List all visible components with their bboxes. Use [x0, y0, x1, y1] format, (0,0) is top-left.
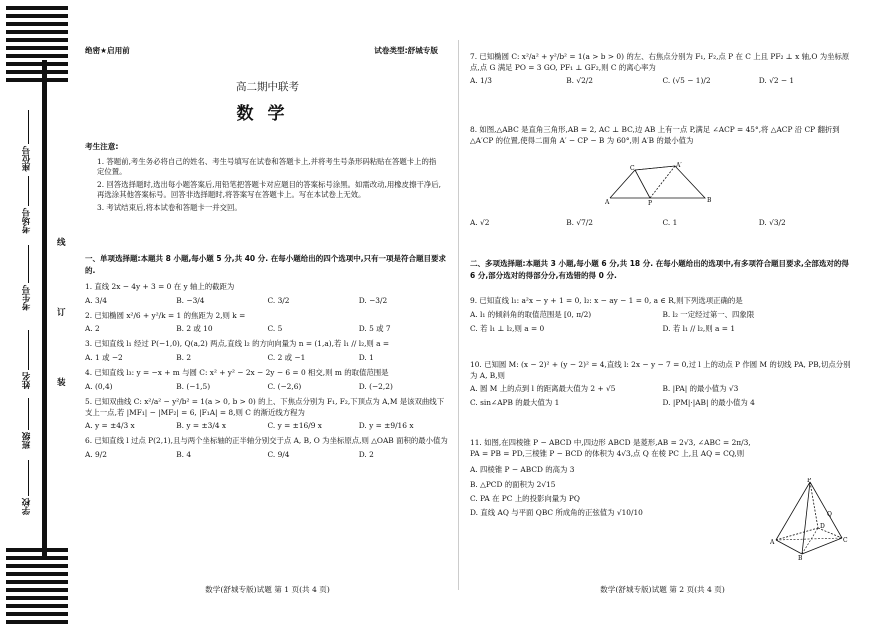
question-options [470, 384, 855, 412]
question-3 [85, 339, 450, 363]
question-stem: 6. 已知直线 l 过点 P(2,1),且与两个坐标轴的正半轴分别交于点 A, B, O 为坐标原点,则 △OAB 面积的最小值为 [85, 436, 448, 446]
exam-title: 数学 [236, 104, 299, 124]
question-options [85, 324, 450, 334]
question-options [85, 450, 450, 460]
page-2 [470, 0, 855, 630]
notice-item: 1. 答题前,考生务必将自己的姓名、考生号填写在试卷和答题卡上,并将考生号条形码粘贴在答题卡上的指定位置。 [97, 157, 437, 176]
option-a: A. (0,4) [85, 381, 113, 391]
option-b: B. 2 [176, 353, 192, 363]
question-options [85, 382, 450, 392]
option-b: B. 2 或 10 [176, 324, 213, 334]
option-c: C. 若 l₁ ⊥ l₂,则 a = 0 [470, 323, 545, 333]
question-stem: 3. 已知直线 l₁ 经过 P(−1,0), Q(a,2) 两点,直线 l₂ 的方向向量为 n = (1,a),若 l₁ // l₂,则 a = [85, 339, 390, 349]
page-1-footer: 数学(舒城专版)试题 第 1 页(共 4 页) [205, 585, 330, 594]
option-b: B. y = ±3/4 x [176, 421, 227, 431]
option-a: A. √2 [470, 218, 490, 227]
question-9 [470, 296, 855, 343]
option-c: C. 3/2 [267, 295, 290, 305]
question-stem: 8. 如图,△ABC 是直角三角形,AB = 2, AC ⊥ BC,边 AB 上有一点 P,满足 ∠ACP = 45°,将 △ACP 沿 CP 翻折到 △A′CP 的位置,使得二面角 A′ − CP − B 为 60°,则 A′B 的最小值为 [470, 125, 840, 145]
option-a: A. 9/2 [85, 450, 107, 460]
option-d: D. 1 [358, 353, 374, 363]
svg-text:A: A [605, 199, 610, 206]
option-b: B. (−1,5) [176, 381, 211, 391]
question-options [470, 310, 855, 338]
svg-text:C: C [843, 537, 848, 544]
notice-item: 3. 考试结束后,将本试卷和答题卡一并交回。 [97, 202, 242, 212]
section-1-title: 一、单项选择题:本题共 8 小题,每小题 5 分,共 40 分. 在每小题给出的四个选项中,只有一项是符合题目要求的. [85, 254, 447, 275]
question-11 [470, 438, 760, 520]
svg-text:P: P [648, 200, 653, 206]
option-c: C. y = ±16/9 x [267, 421, 322, 431]
question-7 [470, 52, 855, 91]
student-number-label: 考生号 [22, 285, 32, 311]
question-options [470, 76, 855, 86]
student-number-line [28, 245, 29, 283]
option-a: A. 3/4 [85, 295, 107, 305]
question-5 [85, 397, 450, 431]
triangle-figure [605, 162, 715, 206]
notice-list [97, 157, 442, 216]
question-stem: 2. 已知椭圆 x²/6 + y²/k = 1 的焦距为 2,则 k = [85, 310, 246, 320]
question-options [470, 218, 855, 228]
binding-stripes-bottom [6, 548, 68, 628]
school-label: 学校 [22, 498, 32, 515]
page-2-footer: 数学(舒城专版)试题 第 2 页(共 4 页) [600, 585, 725, 594]
option-d: D. −3/2 [358, 295, 388, 305]
option-a: A. y = ±4/3 x [85, 421, 135, 431]
question-options [85, 421, 450, 431]
option-d: D. 5 或 7 [358, 324, 391, 334]
svg-text:Q: Q [827, 511, 832, 518]
pyramid-figure [770, 478, 850, 560]
binding-stripes-top [6, 6, 68, 86]
question-6 [85, 436, 450, 460]
question-8-options [470, 215, 855, 233]
svg-text:B: B [707, 197, 712, 204]
question-options [85, 353, 450, 363]
question-1 [85, 282, 450, 306]
option-d: D. √2 − 1 [758, 76, 795, 86]
option-a: A. 2 [85, 324, 100, 334]
option-c: C. sin∠APB 的最大值为 1 [470, 398, 560, 408]
option-c: C. (−2,6) [267, 381, 302, 391]
question-options [85, 296, 450, 306]
question-stem: 9. 已知直线 l₁: a²x − y + 1 = 0, l₂: x − ay − 1 = 0, a ∈ R,则下列选项正确的是 [470, 296, 743, 305]
option-b: B. −3/4 [176, 295, 205, 305]
page-divider [458, 40, 459, 590]
option-c: C. 2 或 −1 [267, 353, 306, 363]
notice-item: 2. 回答选择题时,选出每小题答案后,用铅笔把答题卡对应题目的答案标号涂黑。如需改动,用橡皮擦干净后,再选涂其他答案标号。回答非选择题时,将答案写在答题卡上。写在本试卷上无效。 [97, 179, 441, 199]
option-d: D. y = ±9/16 x [358, 421, 414, 431]
option-b: B. 4 [176, 450, 192, 460]
option-c: C. PA 在 PC 上的投影向量为 PQ [470, 493, 580, 503]
page-1 [85, 0, 450, 630]
class-line [28, 398, 29, 430]
svg-text:A: A [770, 539, 775, 546]
paper-type: 试卷类型:舒城专版 [374, 46, 438, 55]
section-1 [85, 253, 450, 465]
option-b: B. l₂ 一定经过第一、四象限 [662, 309, 755, 319]
question-2 [85, 311, 450, 335]
option-d: D. 若 l₁ // l₂,则 a = 1 [662, 323, 736, 333]
option-b: B. √2/2 [566, 76, 593, 86]
secret-mark: 绝密★启用前 [85, 46, 130, 55]
svg-text:A′: A′ [676, 162, 682, 169]
binding-word-order: 订 [57, 308, 66, 318]
exam-subject: 高二期中联考 [236, 81, 299, 93]
binding-margin [0, 0, 78, 630]
question-stem: 11. 如图,在四棱锥 P − ABCD 中,四边形 ABCD 是菱形,AB = 2√3, ∠ABC = 2π/3, PA = PB = PD,三棱锥 P − BCD 的体积为 4√3,点 Q 在棱 PC 上,且 AQ = CQ,则 [470, 438, 751, 458]
option-d: D. 2 [358, 450, 374, 460]
seat-number-label: 座位号 [22, 146, 32, 172]
option-b: B. |PA| 的最小值为 √3 [662, 384, 739, 394]
option-c: C. 1 [662, 218, 678, 227]
question-8 [470, 125, 855, 146]
question-stem: 1. 直线 2x − 4y + 3 = 0 在 y 轴上的截距为 [85, 282, 235, 291]
binding-word-fixture: 装 [57, 378, 66, 388]
option-a: A. l₁ 的倾斜角的取值范围是 [0, π/2) [470, 309, 592, 319]
binding-word-line: 线 [57, 238, 66, 248]
option-c: C. 5 [267, 324, 283, 334]
school-line [28, 460, 29, 496]
name-label: 姓名 [22, 372, 32, 389]
seat-number-line [28, 110, 29, 144]
question-stem: 7. 已知椭圆 C: x²/a² + y²/b² = 1(a > b > 0) 的左、右焦点分别为 F₁, F₂,点 P 在 C 上且 PF₂ ⊥ x 轴,O 为坐标原点,点 G 满足 PO = 3 GO, PF₁ ⊥ GF₂,则 C 的离心率为 [470, 52, 850, 72]
option-b: B. √7/2 [566, 218, 593, 227]
notice-title: 考生注意: [85, 142, 119, 151]
exam-room-line [28, 176, 29, 206]
option-d: D. 直线 AQ 与平面 QBC 所成角的正弦值为 √10/10 [470, 507, 643, 517]
option-b: B. △PCD 的面积为 2√15 [470, 479, 556, 489]
question-10 [470, 360, 855, 417]
option-a: A. 1 或 −2 [85, 353, 123, 363]
svg-text:B: B [798, 555, 803, 560]
section-2-title: 二、多项选择题:本题共 3 小题,每小题 6 分,共 18 分. 在每小题给出的选项中,有多项符合题目要求,全部选对的得 6 分,部分选对的得部分分,有选错的得 0 分. [470, 259, 849, 280]
svg-text:D: D [820, 523, 825, 530]
section-2 [470, 258, 855, 282]
option-d: D. |PM|·|AB| 的最小值为 4 [662, 398, 755, 408]
binding-vertical-bar [42, 60, 47, 560]
option-c: C. (√5 − 1)/2 [662, 76, 711, 86]
question-options [470, 463, 760, 519]
question-stem: 4. 已知直线 l₃: y = −x + m 与圆 C: x² + y² − 2x − 2y − 6 = 0 相交,则 m 的取值范围是 [85, 368, 389, 378]
class-label: 班级 [22, 432, 32, 449]
name-line [28, 330, 29, 370]
question-stem: 10. 已知圆 M: (x − 2)² + (y − 2)² = 4,直线 l: 2x − y − 7 = 0,过 l 上的动点 P 作圆 M 的切线 PA, PB,切点分别为 A, B,则 [470, 360, 851, 380]
exam-room-label: 考场号 [22, 208, 32, 234]
question-stem: 5. 已知双曲线 C: x²/a² − y²/b² = 1(a > 0, b > 0) 的上、下焦点分别为 F₁, F₂,下顶点为 A,M 是该双曲线下支上一点,若 |MF₁| − |MF₂| = 6, |F₁A| = 8,则 C 的渐近线方程为 [85, 396, 445, 417]
option-c: C. 9/4 [267, 450, 290, 460]
option-a: A. 1/3 [470, 76, 492, 86]
option-a: A. 四棱锥 P − ABCD 的高为 3 [470, 465, 575, 475]
svg-text:P: P [807, 478, 812, 484]
question-4 [85, 368, 450, 392]
option-a: A. 圆 M 上的点到 l 的距离最大值为 2 + √5 [470, 384, 616, 394]
option-d: D. (−2,2) [358, 381, 393, 391]
option-d: D. √3/2 [758, 218, 786, 227]
svg-text:C: C [630, 165, 635, 172]
